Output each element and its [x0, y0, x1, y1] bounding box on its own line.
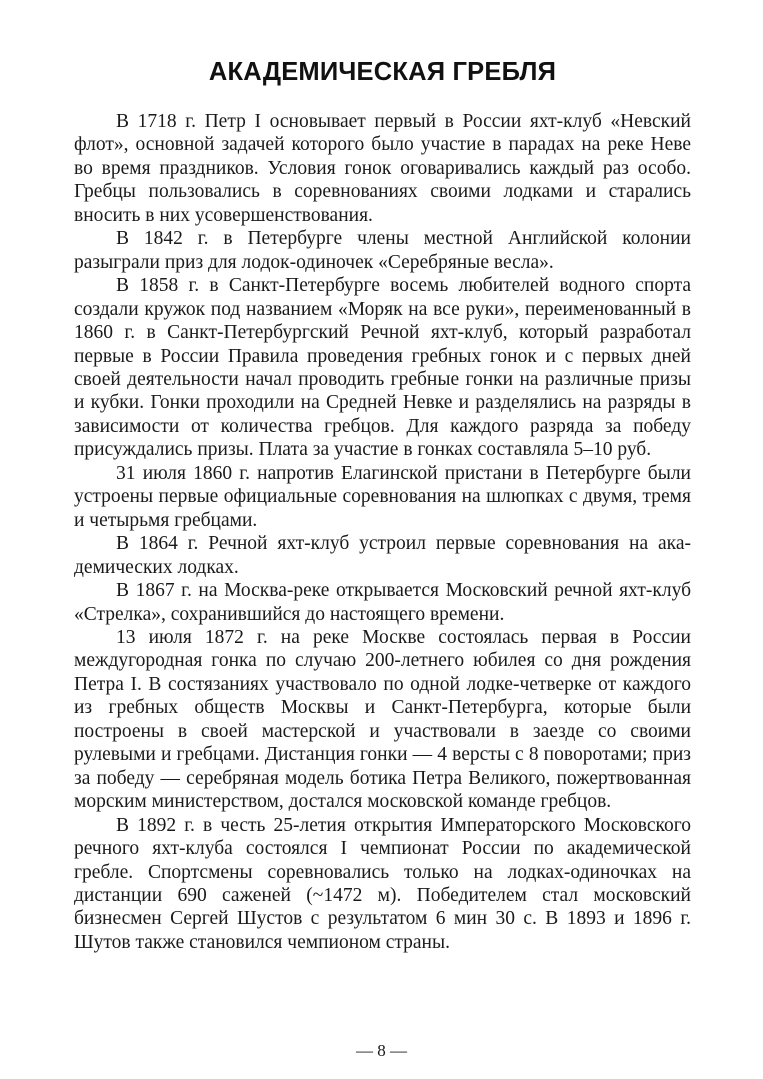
- paragraph-1860: 31 июля 1860 г. напротив Елагинской пристани в Петербурге были устроены первые официальные соревнования на шлюпках с двумя, тремя и четырьмя гребцами.: [74, 462, 691, 531]
- paragraph-1892: В 1892 г. в честь 25-летия открытия Императорского Московского речного яхт-клуба состоялся I чемпионат России по академической гребле. Спортсмены соревновались только на лодках-одиночках на дистанции 690 саженей (~1472 м). Победителем стал московский бизнесмен Сергей Шустов с результатом 6 мин 30 с. В 1893 и 1896 г. Шутов также становился чемпионом страны.: [74, 814, 691, 953]
- paragraph-1858: В 1858 г. в Санкт-Петербурге восемь любителей водного спорта создали кружок под названием «Моряк на все руки», переименованный в 1860 г. в Санкт-Петербургский Речной яхт-клуб, который разработал первые в России Правила проведения гребных гонок и с первых дней своей деятельности начал проводить гребные гонки на различные призы и кубки. Гонки проходили на Средней Невке и разделялись на разряды в зависимости от количества гребцов. Для каждого разряда за победу присуждались призы. Плата за участие в гонках составляла 5–10 руб.: [74, 275, 691, 461]
- paragraph-1864: В 1864 г. Речной яхт-клуб устроил первые соревнования на академических лодках.: [74, 533, 691, 578]
- page-number: — 8 —: [356, 1041, 407, 1060]
- paragraph-1842: В 1842 г. в Петербурге члены местной Английской колонии разыграли приз для лодок-одиночек «Серебряные весла».: [74, 228, 691, 273]
- article-body: [74, 110, 691, 954]
- paragraph-1872: 13 июля 1872 г. на реке Москве состоялась первая в России междугородная гонка по случаю 200-летнего юбилея со дня рождения Петра I. В состязаниях участвовало по одной лодке-четверке от каждого из гребных обществ Москвы и Санкт-Петербурга, которые были построены в своей мастерской и участвовали в заезде со своими рулевыми и гребцами. Дистанция гонки — 4 версты с 8 поворотами; приз за победу — серебряная модель ботика Петра Великого, пожертвованная морским министерством, достался московской команде гребцов.: [74, 626, 691, 813]
- paragraph-1867: В 1867 г. на Москва-реке открывается Московский речной яхт-клуб «Стрелка», сохранившийся до настоящего времени.: [74, 580, 691, 625]
- page-title: АКАДЕМИЧЕСКАЯ ГРЕБЛЯ: [208, 58, 557, 86]
- paragraph-1718: В 1718 г. Петр I основывает первый в России яхт-клуб «Невский флот», основной задачей которого было участие в парадах на реке Неве во время праздников. Условия гонок оговаривались каждый раз особо. Гребцы пользовались в соревнованиях своими лодками и старались вносить в них усовершенствования.: [74, 111, 691, 226]
